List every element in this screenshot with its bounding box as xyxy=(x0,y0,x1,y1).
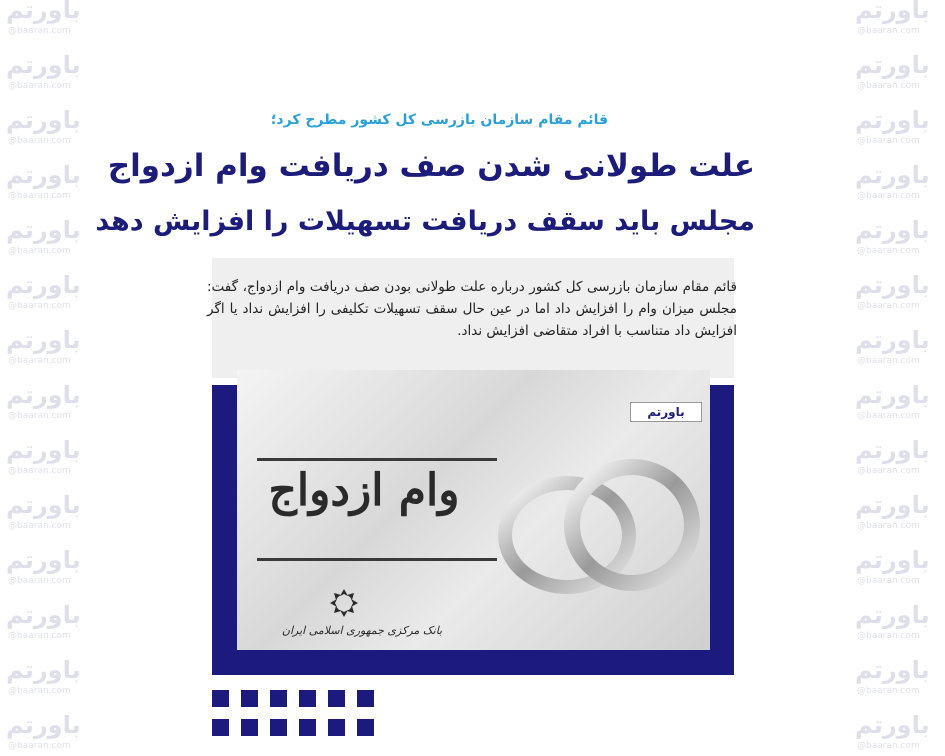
watermark-handle: @baaran.com xyxy=(857,191,920,201)
watermark-item xyxy=(849,432,945,487)
watermark-item xyxy=(849,707,945,756)
watermark-logo: باورتم xyxy=(855,326,930,354)
watermark-handle: @baaran.com xyxy=(8,521,71,531)
watermark-item xyxy=(849,322,945,377)
watermark-handle: @baaran.com xyxy=(857,356,920,366)
watermark-handle: @baaran.com xyxy=(857,246,920,256)
watermark-handle: @baaran.com xyxy=(857,26,920,36)
watermark-logo: باورتم xyxy=(6,106,81,134)
watermark-logo: باورتم xyxy=(855,161,930,189)
watermark-handle: @baaran.com xyxy=(8,26,71,36)
watermark-handle: @baaran.com xyxy=(857,81,920,91)
watermark-logo: باورتم xyxy=(6,656,81,684)
decorative-square xyxy=(270,719,287,736)
watermark-logo: باورتم xyxy=(6,546,81,574)
watermark-handle: @baaran.com xyxy=(857,301,920,311)
watermark-logo: باورتم xyxy=(855,51,930,79)
paper-line-top xyxy=(257,458,497,461)
watermark-item xyxy=(849,597,945,652)
watermark-item xyxy=(0,377,98,432)
watermark-logo: باورتم xyxy=(6,711,81,739)
watermark-handle: @baaran.com xyxy=(8,356,71,366)
decorative-square xyxy=(241,719,258,736)
watermark-handle: @baaran.com xyxy=(8,466,71,476)
watermark-handle: @baaran.com xyxy=(857,466,920,476)
watermark-item xyxy=(0,212,98,267)
decorative-square xyxy=(241,690,258,707)
decorative-square xyxy=(357,719,374,736)
central-bank-name: بانک مرکزی جمهوری اسلامی ایران xyxy=(281,624,443,637)
watermark-item xyxy=(849,377,945,432)
watermark-item xyxy=(0,102,98,157)
watermark-logo: باورتم xyxy=(855,271,930,299)
watermark-handle: @baaran.com xyxy=(8,81,71,91)
watermark-handle: @baaran.com xyxy=(857,741,920,751)
watermark-logo: باورتم xyxy=(855,436,930,464)
watermark-logo: باورتم xyxy=(855,601,930,629)
watermark-item xyxy=(849,0,945,47)
watermark-handle: @baaran.com xyxy=(8,631,71,641)
watermark-logo: باورتم xyxy=(6,601,81,629)
watermark-logo: باورتم xyxy=(6,51,81,79)
watermark-logo: باورتم xyxy=(855,216,930,244)
watermark-item xyxy=(0,0,98,47)
watermark-column-left xyxy=(0,0,98,756)
photo-logo: باورتم xyxy=(630,402,702,422)
watermark-logo: باورتم xyxy=(855,0,930,24)
paper-line-bottom xyxy=(257,558,497,561)
watermark-item xyxy=(0,432,98,487)
watermark-handle: @baaran.com xyxy=(857,631,920,641)
watermark-logo: باورتم xyxy=(6,326,81,354)
watermark-logo: باورتم xyxy=(855,656,930,684)
lead-paragraph: قائم مقام سازمان بازرسی کل کشور درباره علت طولانی بودن صف دریافت وام ازدواج، گفت: مجلس میزان وام را افزایش داد اما در عین حال سقف تسهیلات تکلیفی را افزایش نداد یا اگر افزایش داد متناسب با افراد متقاضی افزایش نداد. xyxy=(207,279,737,339)
watermark-item xyxy=(0,652,98,707)
watermark-logo: باورتم xyxy=(6,491,81,519)
decorative-square xyxy=(212,719,229,736)
decorative-square xyxy=(299,690,316,707)
watermark-handle: @baaran.com xyxy=(857,576,920,586)
watermark-logo: باورتم xyxy=(6,381,81,409)
watermark-item xyxy=(0,157,98,212)
watermark-item xyxy=(0,487,98,542)
decorative-squares xyxy=(212,690,382,740)
headline-line-1: علت طولانی شدن صف دریافت وام ازدواج xyxy=(107,148,755,184)
watermark-item xyxy=(0,542,98,597)
watermark-handle: @baaran.com xyxy=(8,686,71,696)
watermark-logo: باورتم xyxy=(6,161,81,189)
watermark-item xyxy=(0,707,98,756)
photo-caption: وام ازدواج xyxy=(268,465,460,516)
central-bank-emblem-icon xyxy=(329,588,359,618)
watermark-handle: @baaran.com xyxy=(857,686,920,696)
article-photo xyxy=(237,370,710,650)
watermark-handle: @baaran.com xyxy=(8,191,71,201)
watermark-handle: @baaran.com xyxy=(857,136,920,146)
watermark-handle: @baaran.com xyxy=(8,741,71,751)
watermark-handle: @baaran.com xyxy=(857,521,920,531)
watermark-logo: باورتم xyxy=(6,436,81,464)
decorative-square xyxy=(212,690,229,707)
headline-line-2: مجلس باید سقف دریافت تسهیلات را افزایش دهد xyxy=(95,206,755,237)
watermark-logo: باورتم xyxy=(855,546,930,574)
watermark-handle: @baaran.com xyxy=(8,411,71,421)
watermark-logo: باورتم xyxy=(6,216,81,244)
watermark-item xyxy=(849,47,945,102)
watermark-item xyxy=(0,47,98,102)
watermark-item xyxy=(0,322,98,377)
watermark-handle: @baaran.com xyxy=(8,136,71,146)
decorative-square xyxy=(270,690,287,707)
wedding-rings-illustration xyxy=(492,440,707,610)
watermark-item xyxy=(0,267,98,322)
watermark-logo: باورتم xyxy=(6,0,81,24)
watermark-item xyxy=(849,487,945,542)
watermark-column-right xyxy=(849,0,945,756)
watermark-logo: باورتم xyxy=(855,106,930,134)
watermark-logo: باورتم xyxy=(855,381,930,409)
decorative-square xyxy=(357,690,374,707)
watermark-item xyxy=(849,212,945,267)
watermark-item xyxy=(0,597,98,652)
watermark-item xyxy=(849,102,945,157)
watermark-item xyxy=(849,652,945,707)
watermark-handle: @baaran.com xyxy=(857,411,920,421)
watermark-logo: باورتم xyxy=(855,711,930,739)
decorative-square xyxy=(328,719,345,736)
article-kicker: قائم مقام سازمان بازرسی کل کشور مطرح کرد؛ xyxy=(270,112,608,128)
watermark-handle: @baaran.com xyxy=(8,576,71,586)
watermark-item xyxy=(849,157,945,212)
watermark-logo: باورتم xyxy=(6,271,81,299)
watermark-item xyxy=(849,267,945,322)
watermark-item xyxy=(849,542,945,597)
watermark-handle: @baaran.com xyxy=(8,246,71,256)
watermark-handle: @baaran.com xyxy=(8,301,71,311)
decorative-square xyxy=(328,690,345,707)
decorative-square xyxy=(299,719,316,736)
watermark-logo: باورتم xyxy=(855,491,930,519)
